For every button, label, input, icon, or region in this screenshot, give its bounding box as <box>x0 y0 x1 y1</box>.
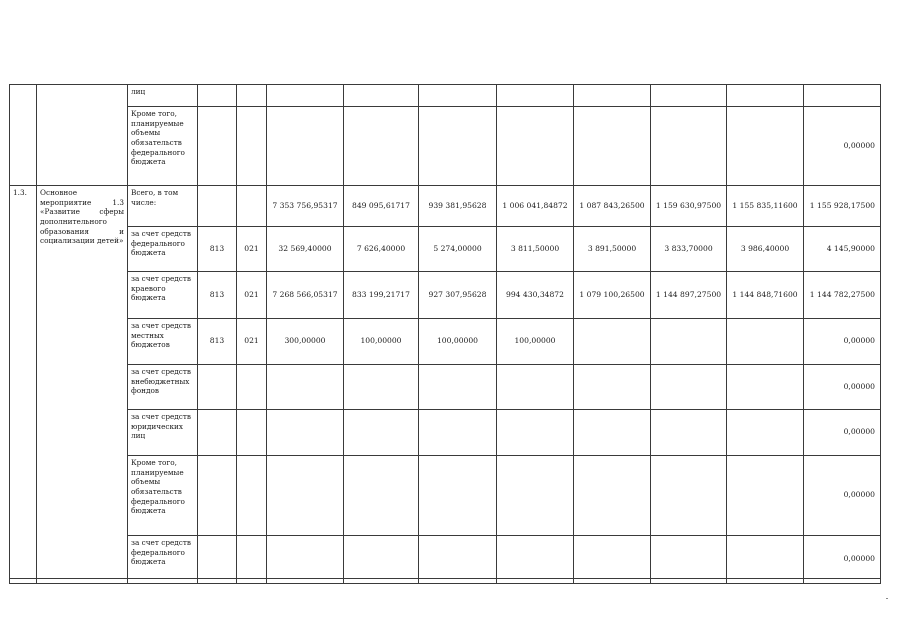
amount-cell <box>574 319 651 365</box>
scan-speck <box>886 598 888 599</box>
table-row <box>10 456 881 536</box>
amount-cell <box>574 456 651 536</box>
amount-cell: 7 626,40000 <box>344 227 419 272</box>
amount-cell <box>267 365 344 410</box>
amount-cell: 1 079 100,26500 <box>574 272 651 319</box>
amount-cell: 5 274,00000 <box>419 227 497 272</box>
amount-cell <box>727 456 804 536</box>
funding-source: за счет средств федерального бюджета <box>128 227 198 272</box>
amount-cell: 0,00000 <box>804 319 881 365</box>
amount-cell: 7 268 566,05317 <box>267 272 344 319</box>
budget-table <box>9 84 881 584</box>
grbs-code: 813 <box>198 319 237 365</box>
amount-cell <box>497 107 574 186</box>
amount-cell: 0,00000 <box>804 536 881 584</box>
amount-cell <box>574 365 651 410</box>
section-code <box>237 456 267 536</box>
grbs-code <box>198 85 237 107</box>
grbs-code <box>198 365 237 410</box>
amount-cell: 849 095,61717 <box>344 186 419 227</box>
amount-cell: 0,00000 <box>804 410 881 456</box>
amount-cell: 833 199,21717 <box>344 272 419 319</box>
section-code <box>237 85 267 107</box>
table-row <box>10 272 881 319</box>
amount-cell: 0,00000 <box>804 107 881 186</box>
table-row <box>10 410 881 456</box>
section-code: 021 <box>237 227 267 272</box>
grbs-code <box>198 186 237 227</box>
amount-cell: 1 144 782,27500 <box>804 272 881 319</box>
amount-cell: 3 986,40000 <box>727 227 804 272</box>
grbs-code <box>198 456 237 536</box>
amount-cell <box>727 319 804 365</box>
item-number <box>10 85 37 186</box>
section-code <box>237 186 267 227</box>
amount-cell <box>419 85 497 107</box>
amount-cell <box>574 536 651 584</box>
amount-cell <box>727 410 804 456</box>
amount-cell <box>267 107 344 186</box>
amount-cell <box>344 456 419 536</box>
event-name: Основное мероприятие 1.3 «Развитие сферы дополнительного образования и социализации детей» <box>37 186 128 584</box>
amount-cell <box>497 410 574 456</box>
amount-cell <box>267 410 344 456</box>
table-row <box>10 319 881 365</box>
funding-source: за счет средств местных бюджетов <box>128 319 198 365</box>
funding-source: Кроме того, планируемые объемы обязательств федерального бюджета <box>128 107 198 186</box>
funding-source: за счет средств внебюджетных фондов <box>128 365 198 410</box>
grbs-code <box>198 107 237 186</box>
amount-cell: 0,00000 <box>804 365 881 410</box>
grbs-code: 813 <box>198 272 237 319</box>
event-name <box>37 85 128 186</box>
amount-cell <box>574 107 651 186</box>
section-code <box>237 107 267 186</box>
amount-cell: 1 006 041,84872 <box>497 186 574 227</box>
amount-cell <box>651 365 727 410</box>
grbs-code: 813 <box>198 227 237 272</box>
amount-cell <box>267 456 344 536</box>
amount-cell: 1 155 928,17500 <box>804 186 881 227</box>
bottom-rule <box>9 578 880 579</box>
amount-cell <box>727 536 804 584</box>
section-code <box>237 365 267 410</box>
amount-cell <box>344 410 419 456</box>
amount-cell <box>651 536 727 584</box>
section-code <box>237 536 267 584</box>
section-code: 021 <box>237 319 267 365</box>
amount-cell: 3 833,70000 <box>651 227 727 272</box>
amount-cell: 1 144 897,27500 <box>651 272 727 319</box>
amount-cell: 32 569,40000 <box>267 227 344 272</box>
amount-cell <box>419 456 497 536</box>
amount-cell <box>344 107 419 186</box>
amount-cell: 300,00000 <box>267 319 344 365</box>
amount-cell <box>727 107 804 186</box>
table-row <box>10 186 881 227</box>
amount-cell <box>344 536 419 584</box>
amount-cell <box>419 410 497 456</box>
grbs-code <box>198 536 237 584</box>
amount-cell <box>574 85 651 107</box>
amount-cell <box>267 85 344 107</box>
amount-cell: 100,00000 <box>497 319 574 365</box>
amount-cell: 1 087 843,26500 <box>574 186 651 227</box>
funding-source: за счет средств краевого бюджета <box>128 272 198 319</box>
amount-cell <box>267 536 344 584</box>
funding-source: за счет средств федерального бюджета <box>128 536 198 584</box>
amount-cell <box>419 536 497 584</box>
amount-cell: 7 353 756,95317 <box>267 186 344 227</box>
amount-cell: 1 144 848,71600 <box>727 272 804 319</box>
amount-cell <box>419 107 497 186</box>
amount-cell <box>344 365 419 410</box>
amount-cell <box>497 536 574 584</box>
amount-cell: 3 891,50000 <box>574 227 651 272</box>
funding-source: Всего, в том числе: <box>128 186 198 227</box>
amount-cell: 100,00000 <box>344 319 419 365</box>
amount-cell <box>727 85 804 107</box>
amount-cell: 939 381,95628 <box>419 186 497 227</box>
table-row <box>10 365 881 410</box>
section-code: 021 <box>237 272 267 319</box>
amount-cell <box>419 365 497 410</box>
amount-cell <box>804 85 881 107</box>
table-row <box>10 227 881 272</box>
amount-cell: 4 145,90000 <box>804 227 881 272</box>
grbs-code <box>198 410 237 456</box>
amount-cell: 1 155 835,11600 <box>727 186 804 227</box>
amount-cell: 100,00000 <box>419 319 497 365</box>
funding-source: Кроме того, планируемые объемы обязательств федерального бюджета <box>128 456 198 536</box>
item-number: 1.3. <box>10 186 37 584</box>
section-code <box>237 410 267 456</box>
amount-cell <box>344 85 419 107</box>
amount-cell: 0,00000 <box>804 456 881 536</box>
table-row <box>10 107 881 186</box>
amount-cell <box>651 410 727 456</box>
amount-cell: 3 811,50000 <box>497 227 574 272</box>
table-row <box>10 536 881 584</box>
amount-cell <box>651 456 727 536</box>
amount-cell: 1 159 630,97500 <box>651 186 727 227</box>
amount-cell: 994 430,34872 <box>497 272 574 319</box>
table-row <box>10 85 881 107</box>
amount-cell <box>497 456 574 536</box>
amount-cell: 927 307,95628 <box>419 272 497 319</box>
amount-cell <box>651 107 727 186</box>
amount-cell <box>651 85 727 107</box>
amount-cell <box>651 319 727 365</box>
amount-cell <box>497 85 574 107</box>
amount-cell <box>727 365 804 410</box>
funding-source: лиц <box>128 85 198 107</box>
amount-cell <box>574 410 651 456</box>
amount-cell <box>497 365 574 410</box>
funding-source: за счет средств юридических лиц <box>128 410 198 456</box>
